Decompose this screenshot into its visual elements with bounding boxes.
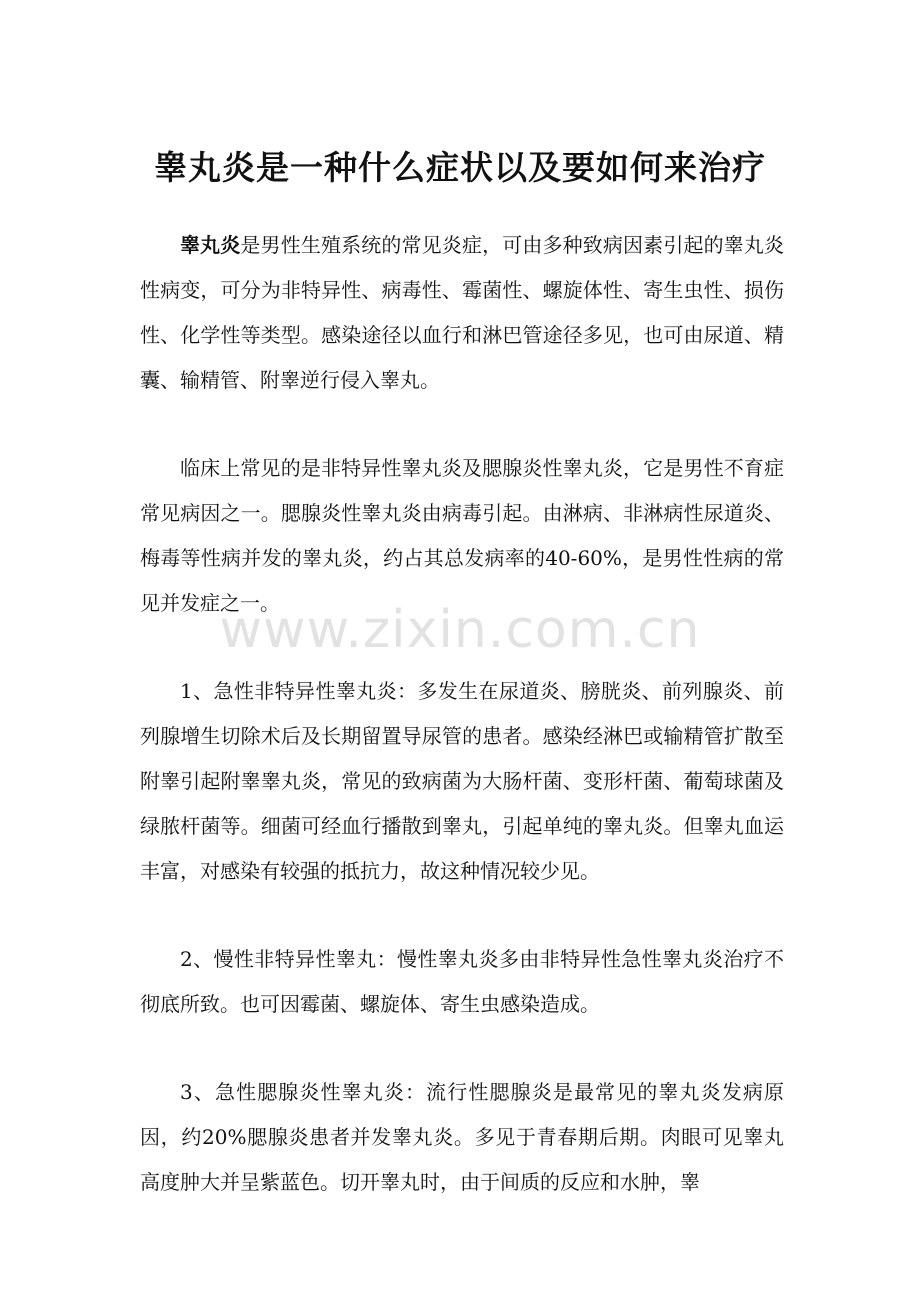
paragraph-2 <box>140 446 784 626</box>
paragraph-text: 2、慢性非特异性睾丸：慢性睾丸炎多由非特异性急性睾丸炎治疗不彻底所致。也可因霉菌、螺旋体、寄生虫感染造成。 <box>140 947 784 1016</box>
paragraph-1 <box>140 223 784 403</box>
watermark: www.zixin.com.cn <box>219 600 701 660</box>
paragraph-4 <box>140 937 784 1027</box>
paragraph-text: 临床上常见的是非特异性睾丸炎及腮腺炎性睾丸炎，它是男性不育症常见病因之一。腮腺炎性睾丸炎由病毒引起。由淋病、非淋病性尿道炎、梅毒等性病并发的睾丸炎，约占其总发病率的40-60%，是男性性病的常见并发症之一。 <box>140 456 784 615</box>
document-title: 睾丸炎是一种什么症状以及要如何来治疗 <box>154 148 766 187</box>
paragraph-5 <box>140 1070 784 1205</box>
paragraph-3 <box>140 669 784 894</box>
paragraph-text: 1、急性非特异性睾丸炎：多发生在尿道炎、膀胱炎、前列腺炎、前列腺增生切除术后及长期留置导尿管的患者。感染经淋巴或输精管扩散至附睾引起附睾睾丸炎，常见的致病菌为大肠杆菌、变形杆菌、葡萄球菌及绿脓杆菌等。细菌可经血行播散到睾丸，引起单纯的睾丸炎。但睾丸血运丰富，对感染有较强的抵抗力，故这种情况较少见。 <box>140 679 784 883</box>
document-body <box>140 223 784 1248</box>
term-highlight: 睾丸炎 <box>180 233 241 257</box>
paragraph-text: 3、急性腮腺炎性睾丸炎：流行性腮腺炎是最常见的睾丸炎发病原因，约20%腮腺炎患者并发睾丸炎。多见于青春期后期。肉眼可见睾丸高度肿大并呈紫蓝色。切开睾丸时，由于间质的反应和水肿，睾 <box>140 1080 784 1194</box>
paragraph-text: 是男性生殖系统的常见炎症，可由多种致病因素引起的睾丸炎性病变，可分为非特异性、病毒性、霉菌性、螺旋体性、寄生虫性、损伤性、化学性等类型。感染途径以血行和淋巴管途径多见，也可由尿道、精囊、输精管、附睾逆行侵入睾丸。 <box>140 233 785 392</box>
